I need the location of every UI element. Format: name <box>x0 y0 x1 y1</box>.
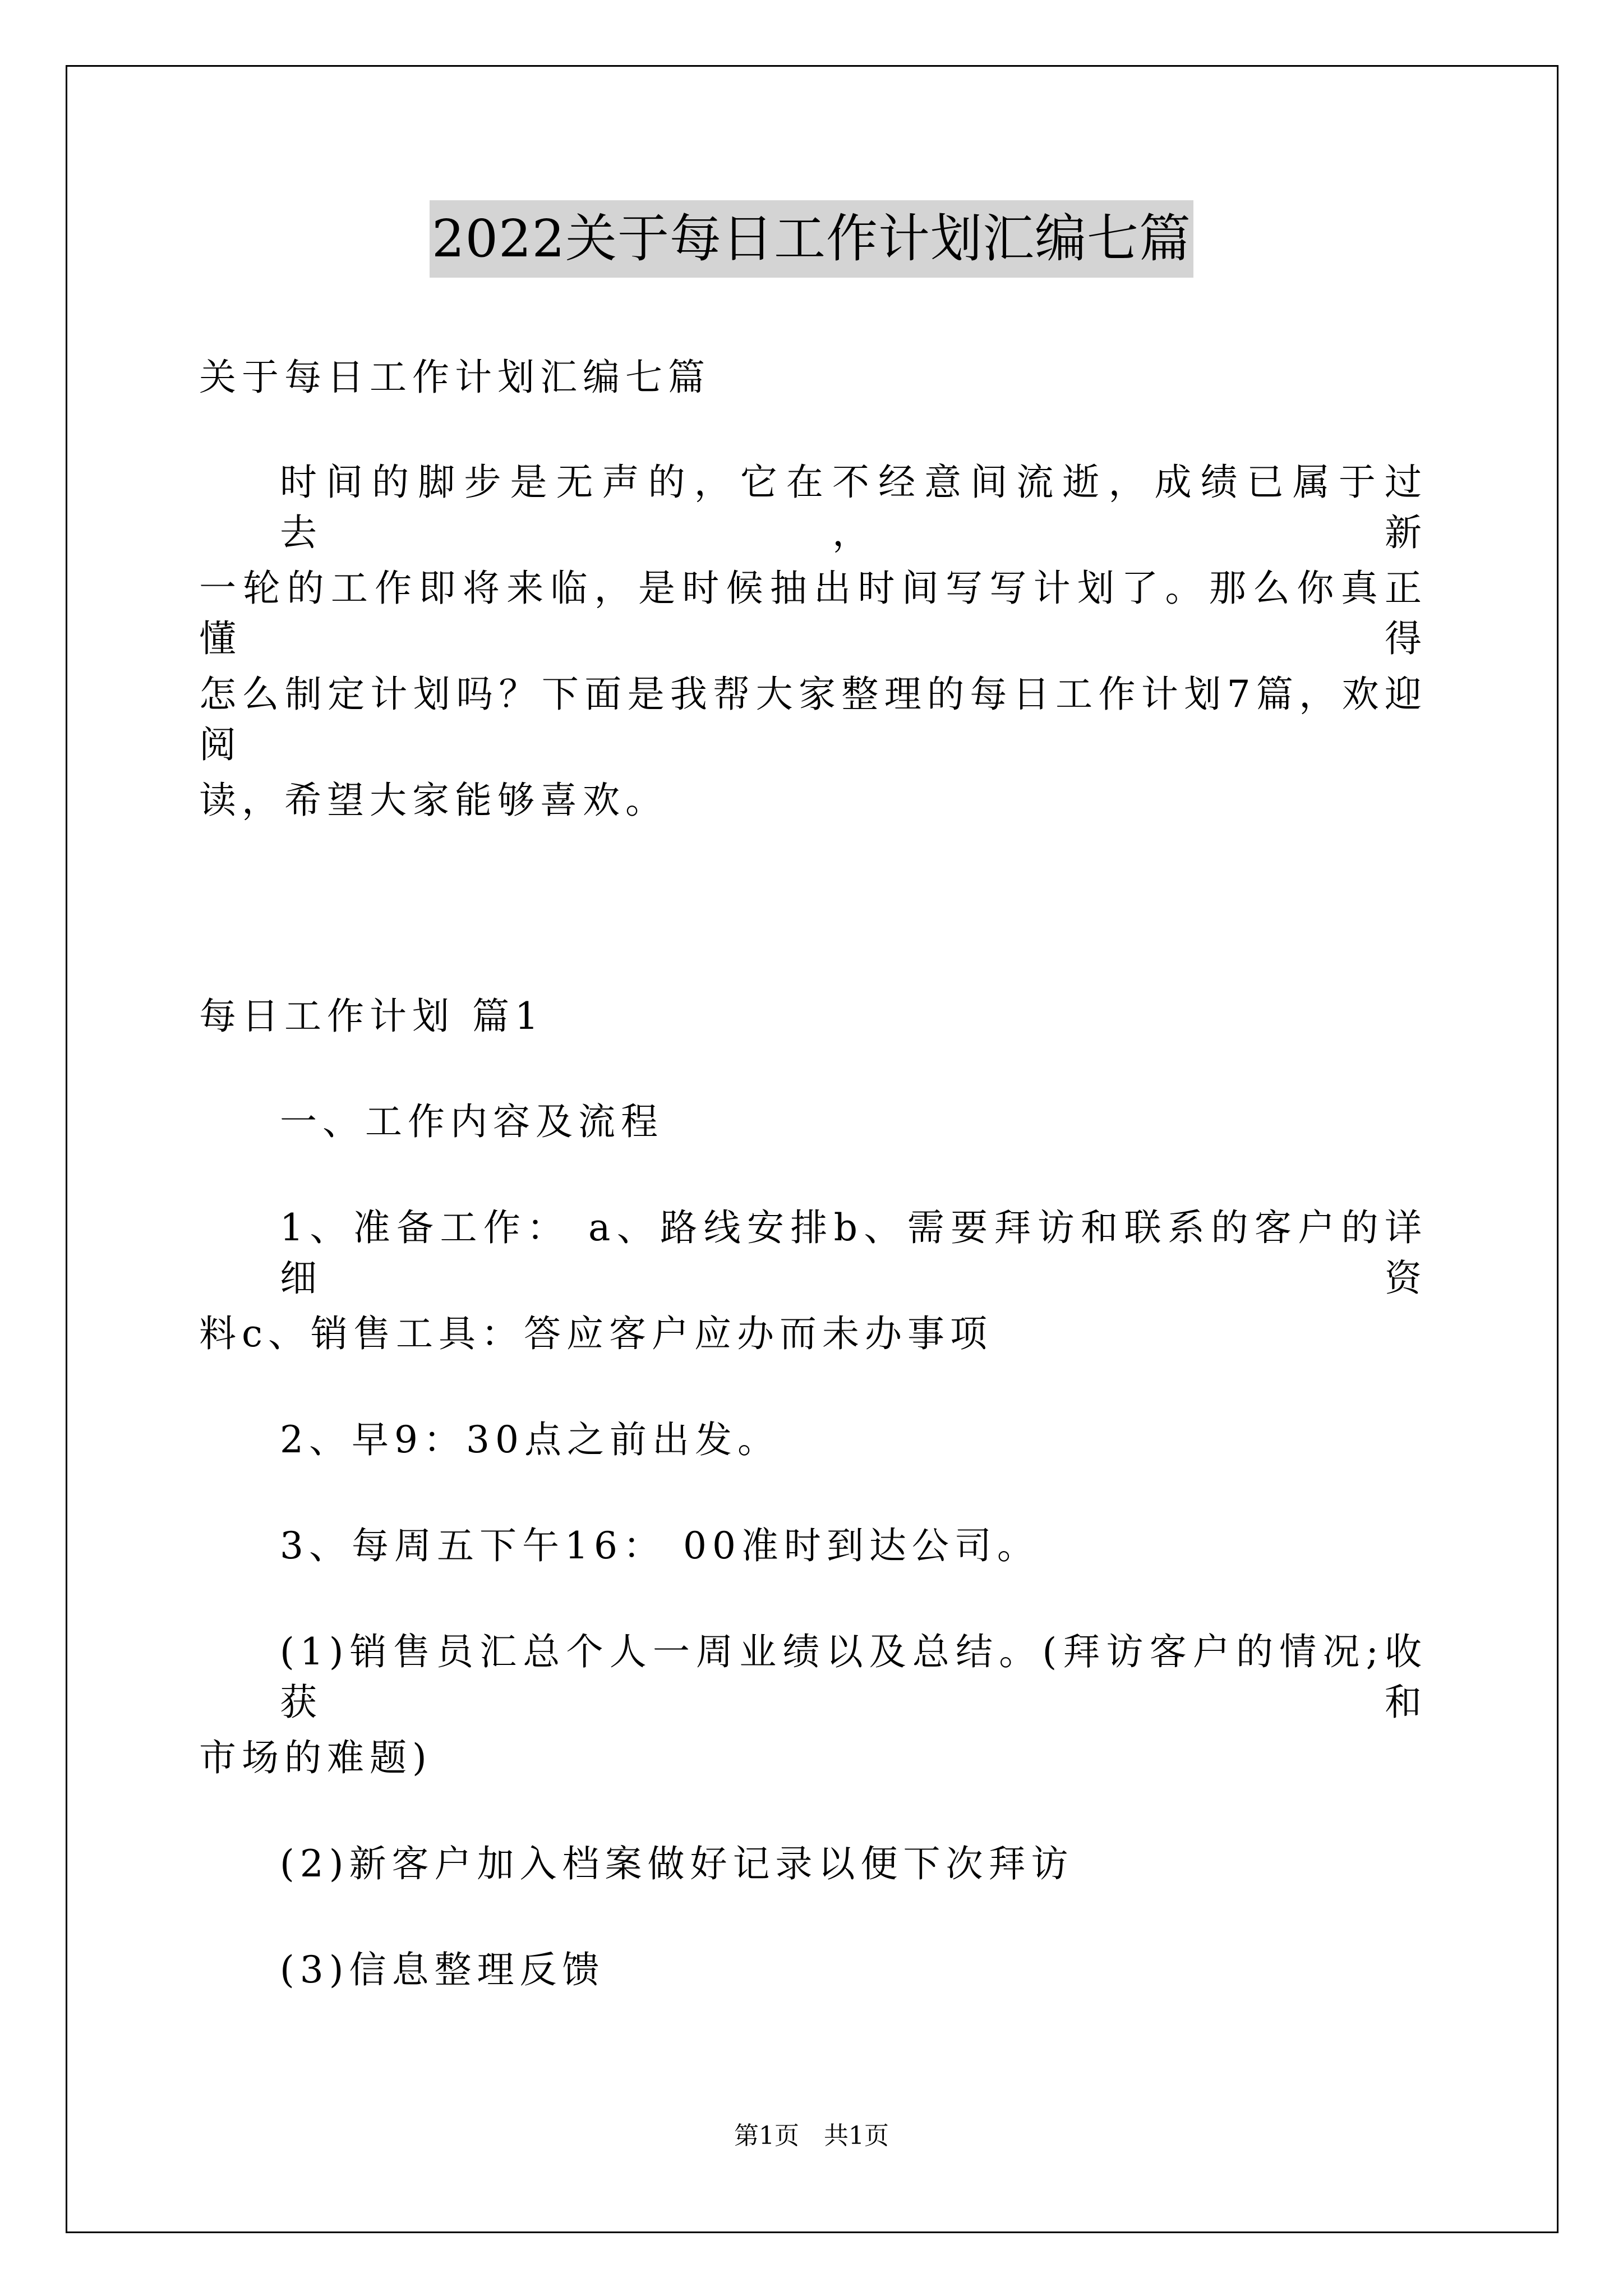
list-item: 2、早9：30点之前出发。 <box>280 1418 780 1461</box>
intro-line-4: 读，希望大家能够喜欢。 <box>199 779 668 822</box>
list-item: (2)新客户加入档案做好记录以便下次拜访 <box>280 1842 1074 1885</box>
list-item: 料c、销售工具：答应客户应办而未办事项 <box>199 1312 993 1355</box>
list-item: 1、准备工作： a、路线安排b、需要拜访和联系的客户的详细资 <box>280 1206 1427 1300</box>
list-item: 3、每周五下午16： 00准时到达公司。 <box>280 1524 1040 1567</box>
list-item: 一、工作内容及流程 <box>280 1100 663 1143</box>
intro-line-2: 一轮的工作即将来临，是时候抽出时间写写计划了。那么你真正懂得 <box>199 567 1427 660</box>
list-item: (3)信息整理反馈 <box>280 1948 605 1991</box>
list-item: (1)销售员汇总个人一周业绩以及总结。(拜访客户的情况;收获和 <box>280 1630 1427 1724</box>
section-heading: 每日工作计划 篇1 <box>199 995 544 1038</box>
intro-line-3: 怎么制定计划吗？下面是我帮大家整理的每日工作计划7篇，欢迎阅 <box>199 673 1427 766</box>
intro-line-1: 时间的脚步是无声的，它在不经意间流逝，成绩已属于过去，新 <box>280 461 1427 554</box>
title-container <box>0 200 1623 278</box>
document-title: 2022关于每日工作计划汇编七篇 <box>430 200 1193 278</box>
page-footer: 第1页 共1页 <box>734 2122 889 2150</box>
subtitle: 关于每日工作计划汇编七篇 <box>199 356 711 399</box>
list-item: 市场的难题) <box>199 1736 432 1779</box>
